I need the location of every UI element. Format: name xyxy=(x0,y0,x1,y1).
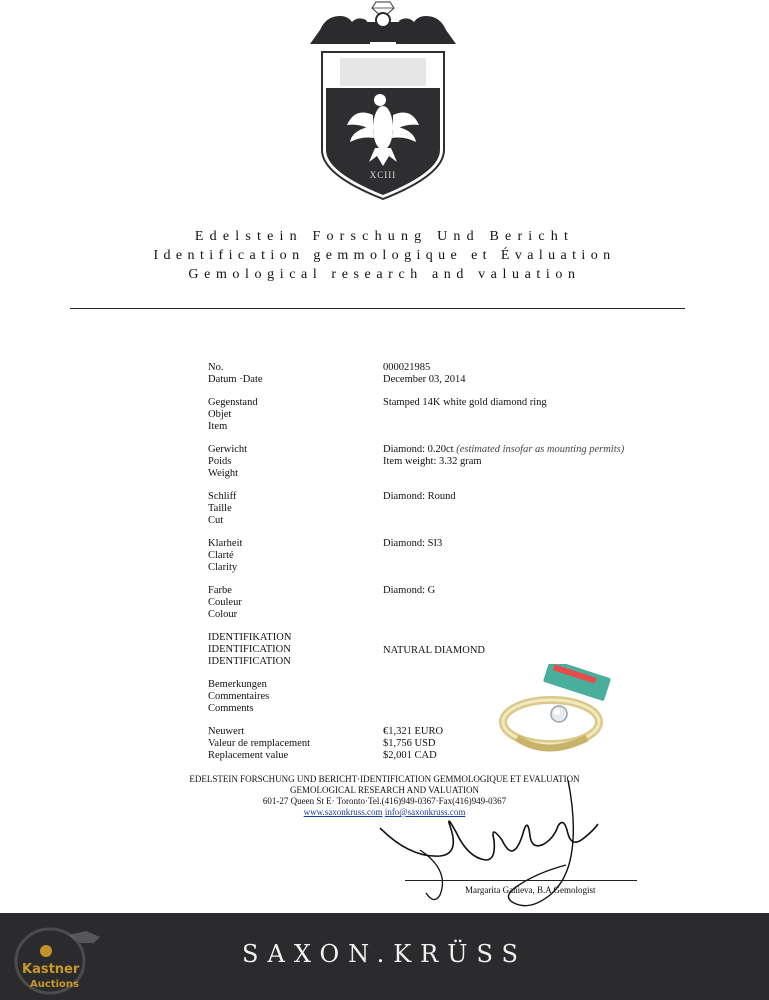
label-valeur: Valeur de remplacement xyxy=(208,738,311,749)
label-farbe: Farbe xyxy=(208,585,232,596)
cut-value: Diamond: Round xyxy=(383,491,456,502)
identification-value: NATURAL DIAMOND xyxy=(383,645,485,656)
footer-company-line: EDELSTEIN FORSCHUNG UND BERICHT·IDENTIFICATION GEMMOLOGIQUE ET EVALUATION xyxy=(189,774,580,784)
report-date: December 03, 2014 xyxy=(383,374,466,385)
clarity-value: Diamond: SI3 xyxy=(383,538,443,549)
label-commentaires: Commentaires xyxy=(208,691,270,702)
label-identification-fr: IDENTIFICATION xyxy=(208,644,291,655)
label-clarity: Clarity xyxy=(208,562,238,573)
label-cut: Cut xyxy=(208,515,224,526)
brand-name: SAXON.KRÜSS xyxy=(242,940,527,968)
item-weight: Item weight: 3.32 gram xyxy=(383,456,482,467)
report-number-labels xyxy=(208,362,358,386)
lions-icon xyxy=(310,13,456,44)
email-link[interactable]: info@saxonkruss.com xyxy=(384,807,466,817)
header-title-german: Edelstein Forschung Und Bericht xyxy=(194,229,575,244)
header-divider xyxy=(70,308,685,309)
label-gerwicht: Gerwicht xyxy=(208,444,248,455)
label-replacement-value: Replacement value xyxy=(208,750,289,761)
label-poids: Poids xyxy=(208,456,232,467)
weight-note: (estimated insofar as mounting permits) xyxy=(456,444,625,455)
cut-labels xyxy=(208,491,358,527)
label-objet: Objet xyxy=(208,409,232,420)
header-title-french: Identification gemmologique et Évaluation xyxy=(153,248,616,263)
label-bemerkungen: Bemerkungen xyxy=(208,679,267,690)
signature-line xyxy=(405,880,637,881)
value-amounts xyxy=(383,726,663,762)
value-labels xyxy=(208,726,358,762)
weight-values xyxy=(383,444,683,468)
label-date: Datum ·Date xyxy=(208,374,263,385)
label-couleur: Couleur xyxy=(208,597,242,608)
label-number: No. xyxy=(208,362,224,373)
svg-text:Auctions: Auctions xyxy=(30,979,79,990)
identification-labels xyxy=(208,632,358,668)
value-cad: $2,001 CAD xyxy=(383,750,437,761)
website-link[interactable]: www.saxonkruss.com xyxy=(303,807,383,817)
value-eur: €1,321 EURO xyxy=(383,726,444,737)
diamond-weight: Diamond: 0.20ct xyxy=(383,444,454,455)
comments-labels xyxy=(208,679,358,715)
label-neuwert: Neuwert xyxy=(208,726,245,737)
label-identification-en: IDENTIFICATION xyxy=(208,656,291,667)
colour-value: Diamond: G xyxy=(383,585,436,596)
label-klarheit: Klarheit xyxy=(208,538,243,549)
label-colour: Colour xyxy=(208,609,238,620)
label-clarte: Clarté xyxy=(208,550,234,561)
label-item: Item xyxy=(208,421,228,432)
svg-text:Kastner: Kastner xyxy=(22,962,80,977)
label-taille: Taille xyxy=(208,503,232,514)
signatory-name: Margarita Ganieva, B.A Gemologist xyxy=(465,885,596,895)
footer-contact-line: 601-27 Queen St E· Toronto·Tel.(416)949-0367·Fax(416)949-0367 xyxy=(262,796,507,806)
colour-labels xyxy=(208,585,358,621)
label-schliff: Schliff xyxy=(208,491,237,502)
value-usd: $1,756 USD xyxy=(383,738,436,749)
crest-numeral: XCIII xyxy=(369,170,397,180)
label-comments: Comments xyxy=(208,703,254,714)
clarity-labels xyxy=(208,538,358,574)
label-identifikation: IDENTIFIKATION xyxy=(208,632,292,643)
label-weight: Weight xyxy=(208,468,239,479)
weight-labels xyxy=(208,444,358,480)
item-labels xyxy=(208,397,358,433)
item-value: Stamped 14K white gold diamond ring xyxy=(383,397,547,408)
footer-subtitle-line: GEMOLOGICAL RESEARCH AND VALUATION xyxy=(289,785,480,795)
header-title-english: Gemological research and valuation xyxy=(188,267,581,282)
label-gegenstand: Gegenstand xyxy=(208,397,258,408)
auction-watermark xyxy=(8,925,112,995)
report-number-values xyxy=(383,362,663,386)
report-number: 000021985 xyxy=(383,362,431,373)
